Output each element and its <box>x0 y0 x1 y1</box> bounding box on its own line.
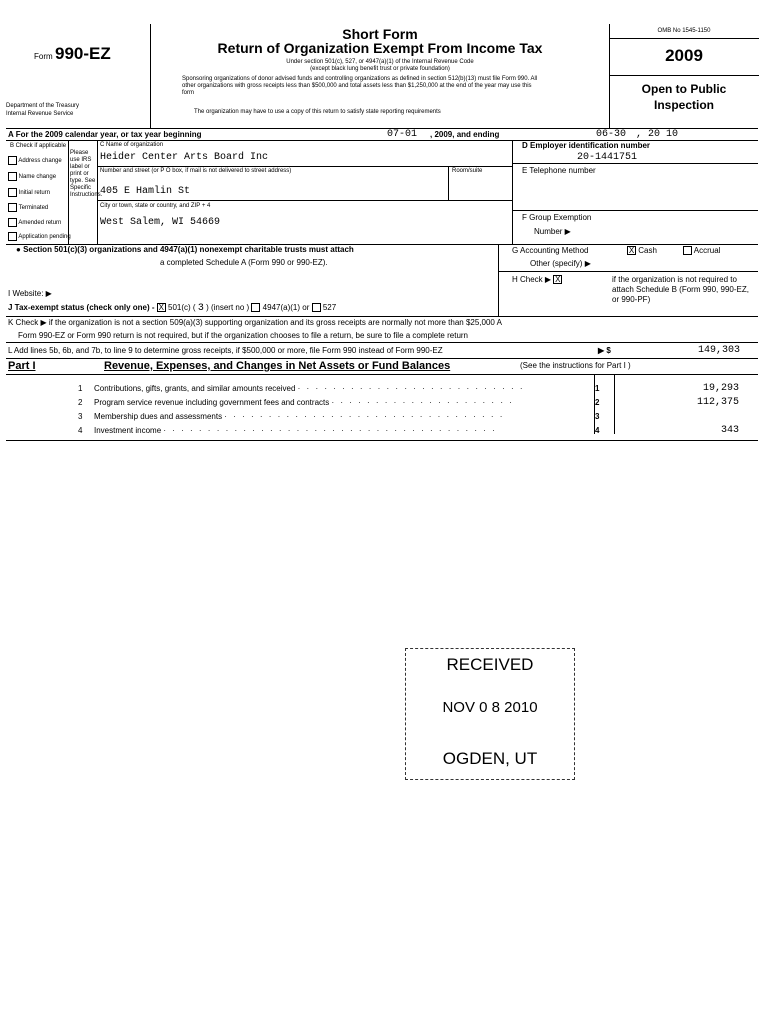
line-1-amount[interactable]: 19,293 <box>702 383 739 394</box>
city-label: City or town, state or country, and ZIP + 4 <box>100 203 211 209</box>
part1-title: Revenue, Expenses, and Changes in Net Assets or Fund Balances <box>104 360 451 372</box>
g-rule <box>498 271 758 272</box>
ein-rule <box>512 163 758 164</box>
part1-line-1: 1 Contributions, gifts, grants, and similar amounts received · · · · · · · · · · · · · · · · · · · · · · · · · · 1 19,293 <box>78 383 739 394</box>
group-exemption-label: F Group Exemption <box>522 213 592 222</box>
check-amended-return[interactable]: Amended return <box>8 218 61 227</box>
checkbox-501c[interactable]: X <box>158 303 164 313</box>
street-label: Number and street (or P O box, if mail is not delivered to street address) <box>100 168 292 174</box>
irs-label: Internal Revenue Service <box>6 111 74 117</box>
check-address-change[interactable]: Address change <box>8 156 62 165</box>
tax-year-mid: , 2009, and ending <box>430 130 500 139</box>
received-stamp <box>405 648 575 780</box>
please-use-label: Please use IRS label or print or type. See Specific Instructions. <box>70 150 103 198</box>
tax-year: 2009 <box>665 46 703 65</box>
check-h[interactable]: H Check ▶ X <box>512 275 561 285</box>
checkbox[interactable] <box>8 172 17 181</box>
phone-rule <box>512 210 758 211</box>
accounting-cash[interactable]: X Cash <box>628 246 657 256</box>
except-note: (except black lung benefit trust or private foundation) <box>310 66 450 72</box>
sponsoring-note: Sponsoring organizations of donor advised funds and controlling organizations as defined in section 512(b)(13) must file Form 990. All other organizations with gross receipts less than $500,000 and total assets less than $1,250,000 at the end of the year may use this form <box>182 76 538 96</box>
checkbox[interactable] <box>8 203 17 212</box>
accounting-other: Other (specify) ▶ <box>530 259 591 268</box>
omb-number: OMB No 1545-1150 <box>657 28 711 34</box>
l-rule <box>6 358 758 359</box>
line-l: L Add lines 5b, 6b, and 7b, to line 9 to determine gross receipts, if $500,000 or more, file Form 990 instead of Form 990-EZ <box>8 346 443 355</box>
part1-line-4: 4 Investment income · · · · · · · · · · · · · · · · · · · · · · · · · · · · · · · · · · · · · · 4 343 <box>78 425 739 436</box>
section-501c3-note2: a completed Schedule A (Form 990 or 990-EZ). <box>160 258 328 267</box>
part1-rule <box>6 374 758 375</box>
j-501c-number[interactable]: 3 <box>197 303 204 314</box>
under-section: Under section 501(c), 527, or 4947(a)(1) of the Internal Revenue Code <box>286 59 474 65</box>
checkbox-cash[interactable]: X <box>628 246 635 256</box>
checkbox[interactable] <box>8 218 17 227</box>
checkbox-h[interactable]: X <box>555 275 561 285</box>
check-name-change[interactable]: Name change <box>8 172 56 181</box>
ein-value[interactable]: 20-1441751 <box>577 152 638 163</box>
line-2-amount[interactable]: 112,375 <box>696 397 739 408</box>
part1-label: Part I <box>8 360 36 372</box>
street-rule <box>97 200 512 201</box>
j-rule <box>6 316 758 317</box>
checkbox-527[interactable] <box>312 303 321 312</box>
tax-exempt-status: J Tax-exempt status (check only one) - X 501(c) ( 3 ) (insert no ) 4947(a)(1) or 527 <box>8 303 337 314</box>
org-street[interactable]: 405 E Hamlin St <box>100 186 191 197</box>
tax-year-begin: 07-01 <box>387 129 418 140</box>
title-short-form: Short Form <box>342 26 418 42</box>
section-501c3-note: ● Section 501(c)(3) organizations and 4947(a)(1) nonexempt charitable trusts must attach <box>16 245 354 254</box>
ein-label: D Employer identification number <box>522 141 651 150</box>
gross-receipts-amount[interactable]: 149,303 <box>697 345 740 356</box>
dept-treasury: Department of the Treasury <box>6 103 80 109</box>
checkbox-4947[interactable] <box>251 303 260 312</box>
checkbox[interactable] <box>8 232 17 241</box>
form-word: Form <box>34 52 53 61</box>
room-label: Room/suite <box>452 168 483 174</box>
inspection: Inspection <box>653 98 714 112</box>
title-main: Return of Organization Exempt From Income Tax <box>217 40 543 56</box>
check-h-text: if the organization is not required to attach Schedule B (Form 990, 990-EZ, or 990-PF) <box>612 275 749 304</box>
line-a-label: A For the 2009 calendar year, or tax year beginning <box>8 130 202 139</box>
checkbox[interactable] <box>8 188 17 197</box>
check-application-pending[interactable]: Application pending <box>8 232 71 241</box>
line-k: K Check ▶ if the organization is not a section 509(a)(3) supporting organization and its gross receipts are normally not more than $25,000 A <box>8 318 502 327</box>
open-to-public: Open to Public <box>641 82 727 96</box>
year-rule <box>609 75 759 76</box>
group-number-label: Number ▶ <box>534 227 571 236</box>
line-l-dollar: ▶ $ <box>598 346 611 355</box>
checkbox[interactable] <box>8 156 17 165</box>
line-k-2: Form 990-EZ or Form 990 return is not required, but if the organization chooses to file a return, be sure to file a complete return <box>18 331 468 340</box>
room-divider <box>448 166 449 200</box>
website-label: I Website: ▶ <box>8 289 52 298</box>
part1-line-2: 2 Program service revenue including government fees and contracts · · · · · · · · · · · · · · · · · · · · · 2 112,375 <box>78 397 739 408</box>
tax-year-end: 06-30 <box>596 129 627 140</box>
check-applicable-label: B Check if applicable <box>10 143 67 149</box>
org-name-label: C Name of organization <box>100 142 164 148</box>
org-left-divider <box>68 140 69 244</box>
g-divider <box>498 244 499 316</box>
part1-see: (See the instructions for Part I ) <box>520 361 631 370</box>
checkbox-accrual[interactable] <box>683 246 692 255</box>
state-note: The organization may have to use a copy of this return to satisfy state reporting requirements <box>194 109 441 115</box>
part1-line-3: 3 Membership dues and assessments · · · · · · · · · · · · · · · · · · · · · · · · · · · · · · · · 3 <box>78 412 600 421</box>
tax-year-end-year: , 20 10 <box>636 129 679 140</box>
org-city[interactable]: West Salem, WI 54669 <box>100 217 221 228</box>
org-name[interactable]: Heider Center Arts Board Inc <box>100 152 269 163</box>
name-rule <box>97 166 512 167</box>
omb-rule <box>609 38 759 39</box>
check-initial-return[interactable]: Initial return <box>8 188 50 197</box>
stamp-date: NOV 0 8 2010 <box>442 699 538 716</box>
stamp-received: RECEIVED <box>446 655 534 674</box>
phone-label: E Telephone number <box>522 166 596 175</box>
crop-bottom-rule <box>6 440 758 441</box>
form-number: 990-EZ <box>55 44 111 63</box>
line-4-amount[interactable]: 343 <box>720 425 739 436</box>
org-right-divider <box>512 140 513 244</box>
check-terminated[interactable]: Terminated <box>8 203 48 212</box>
accounting-accrual[interactable]: Accrual <box>683 246 720 256</box>
k-rule <box>6 342 758 343</box>
stamp-city: OGDEN, UT <box>442 749 538 768</box>
accounting-method-label: G Accounting Method <box>512 246 589 255</box>
